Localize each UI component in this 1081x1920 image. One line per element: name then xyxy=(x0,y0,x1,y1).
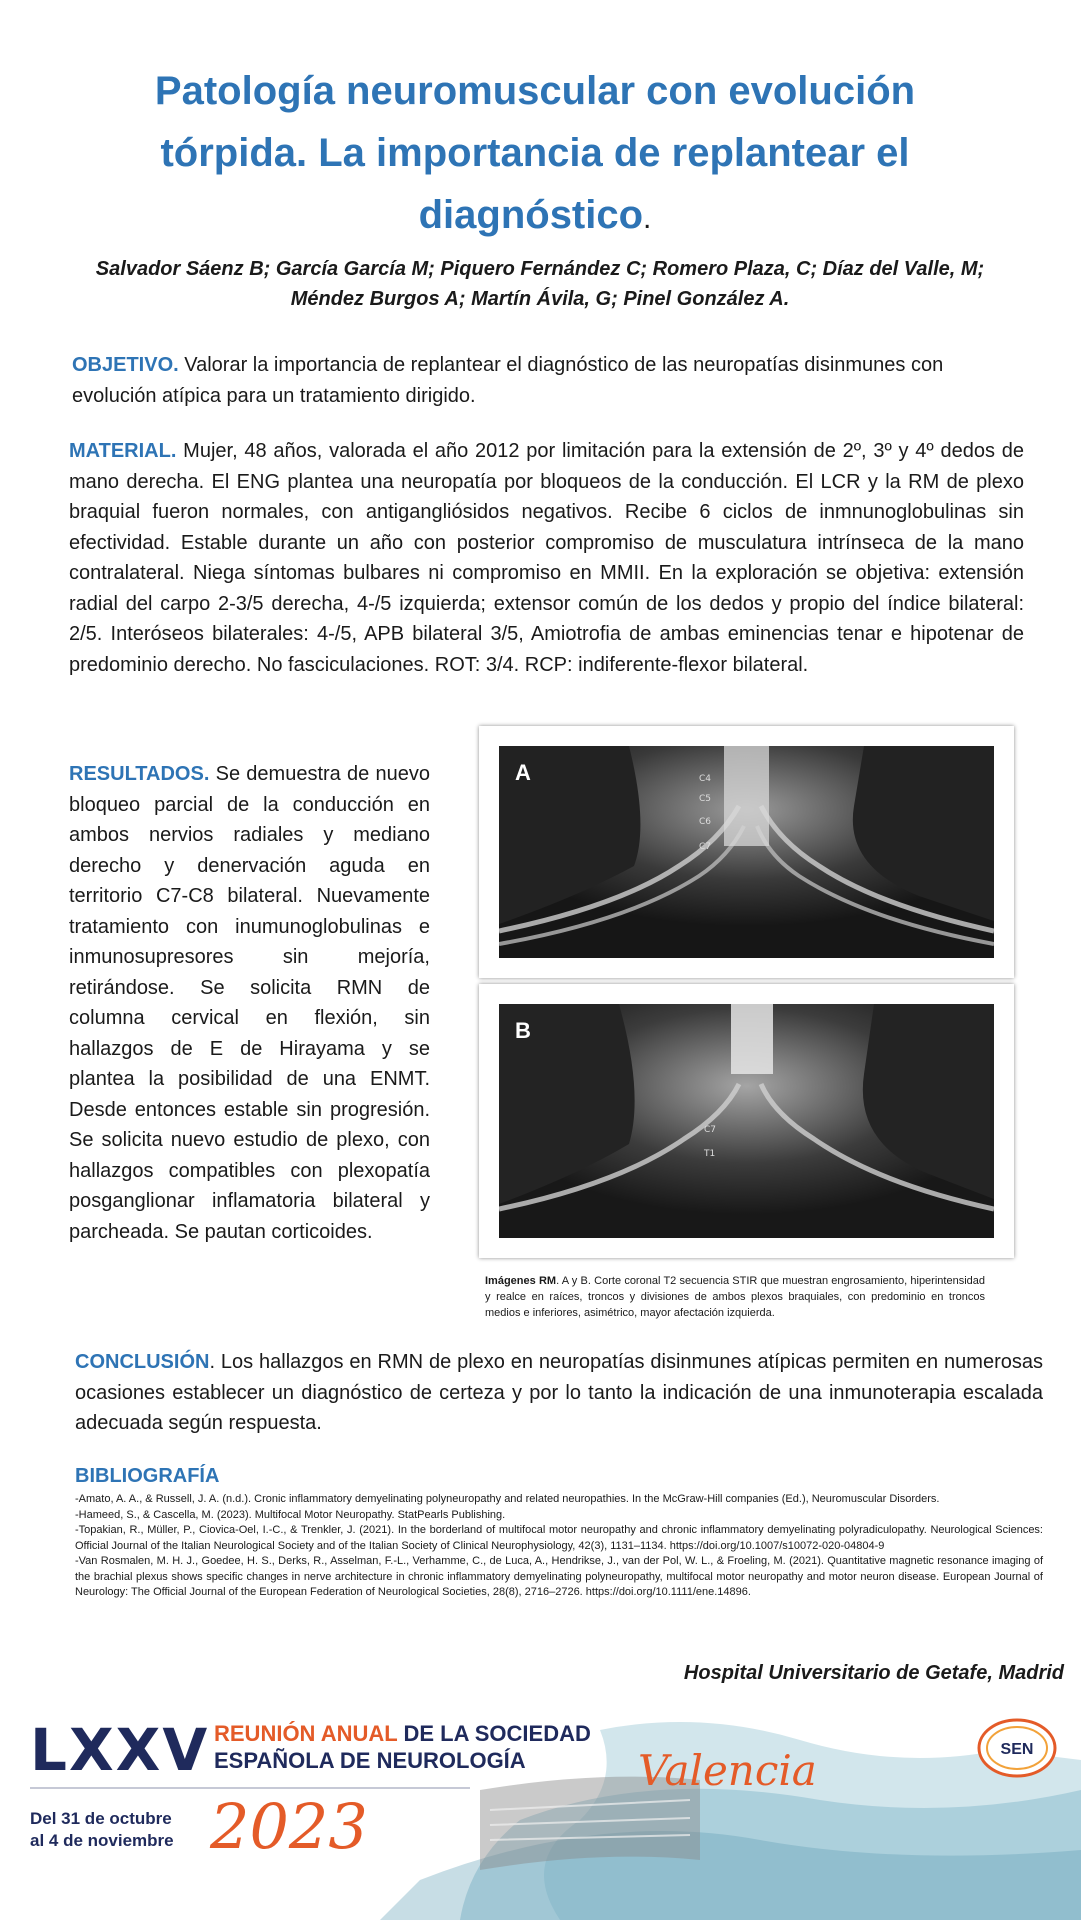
conclusion-section xyxy=(75,1347,1043,1439)
mri-figure-a xyxy=(479,726,1014,978)
level-label-b-1: C7 xyxy=(704,1125,717,1135)
reference-item: -Hameed, S., & Cascella, M. (2023). Multifocal Motor Neuropathy. StatPearls Publishing. xyxy=(75,1508,506,1521)
level-label-b-2: T1 xyxy=(704,1149,716,1159)
figure-letter-b: B xyxy=(515,1018,531,1043)
conclusion-text: . Los hallazgos en RMN de plexo en neuropatías disinmunes atípicas permiten en numerosas ocasiones establecer un diagnóstico de certeza y por lo tanto la indicación de una inmunoterapia escalada adecuada según respuesta. xyxy=(75,1351,1043,1434)
poster-title xyxy=(90,60,980,250)
authors-line-1: Salvador Sáenz B; García García M; Piquero Fernández C; Romero Plaza, C; Díaz del Valle, M; xyxy=(95,258,985,280)
footer-event-name xyxy=(214,1720,591,1774)
footer-event-line-1 xyxy=(214,1720,591,1747)
footer-event-highlight: REUNIÓN ANUAL xyxy=(214,1721,398,1746)
level-label-a-1: C4 xyxy=(699,774,712,784)
resultados-section xyxy=(69,759,430,1247)
footer-year: 2023 xyxy=(210,1790,368,1863)
footer-dates-line-1: Del 31 de octubre xyxy=(30,1809,172,1828)
objetivo-label: OBJETIVO. xyxy=(72,354,179,376)
title-line-3 xyxy=(90,184,980,250)
material-label: MATERIAL. xyxy=(69,440,177,462)
caption-label: Imágenes RM xyxy=(485,1275,557,1287)
title-line-1: Patología neuromuscular con evolución xyxy=(154,69,916,113)
mri-image-b xyxy=(499,1004,994,1238)
footer-dates xyxy=(30,1808,174,1852)
title-period: . xyxy=(643,202,652,235)
mri-figure-b xyxy=(479,984,1014,1258)
footer-roman-numeral: LXXV xyxy=(30,1716,210,1784)
mri-image-a xyxy=(499,746,994,958)
material-text: Mujer, 48 años, valorada el año 2012 por limitación para la extensión de 2º, 3º y 4º dedos de mano derecha. El ENG plantea una neuropatía por bloqueos de la conducción. El LCR y la RM de plexo braquial fueron normales, con antigangliósidos negativos. Recibe 6 ciclos de inmnunoglobulinas sin efectividad. Estable durante un año con posterior compromiso de musculatura intrínseca de la mano contralateral. Niega síntomas bulbares ni compromiso en MMII. En la exploración se objetiva: extensión radial del carpo 2-3/5 derecha, 4-/5 izquierda; extensor común de los dedos y propio del índice bilateral: 2/5. Interóseos bilaterales: 4-/5, APB bilateral 3/5, Amiotrofia de ambas eminencias tenar e hipotenar de predominio derecho. No fasciculaciones. ROT: 3/4. RCP: indiferente-flexor bilateral. xyxy=(69,440,1024,676)
authors xyxy=(40,254,1040,314)
hospital-name: Hospital Universitario de Getafe, Madrid xyxy=(683,1662,1064,1684)
objetivo-text: Valorar la importancia de replantear el diagnóstico de las neuropatías disinmunes con evolución atípica para un tratamiento dirigido. xyxy=(72,354,944,407)
caption-text: . A y B. Corte coronal T2 secuencia STIR que muestran engrosamiento, hiperintensidad y realce en raíces, troncos y divisiones de ambos plexos braquiales, con predominio en troncos medios e inferiores, asimétrico, mayor afectación izquierda. xyxy=(485,1275,985,1319)
figure-caption xyxy=(485,1273,985,1321)
conclusion-label: CONCLUSIÓN xyxy=(75,1351,210,1373)
reference-item: -Van Rosmalen, M. H. J., Goedee, H. S., Derks, R., Asselman, F.-L., Verhamme, C., de Luca, A., Hendrikse, J., van der Pol, W. L., & Froeling, M. (2021). Quantitative magnetic resonance imaging of the brachial plexus shows specific changes in nerve architecture in chronic inflammatory demyelinating polyneuropathy, multifocal motor neuropathy and motor neuron disease. European Journal of Neurology: The Official Journal of the European Federation of Neurological Societies, 28(8), 2716–2726. https://doi.org/10.1111/ene.14896. xyxy=(75,1555,1043,1598)
mri-drawing-a xyxy=(499,746,994,958)
mri-drawing-b xyxy=(499,1004,994,1238)
footer-dates-line-2: al 4 de noviembre xyxy=(30,1831,174,1850)
objetivo-section xyxy=(72,350,1022,411)
level-label-a-2: C5 xyxy=(699,794,712,804)
reference-item: -Topakian, R., Müller, P., Ciovica-Oel, I.-C., & Trenkler, J. (2021). In the borderland of multifocal motor neuropathy and chronic inflammatory demyelinating polyradiculopathy. Neurological Sciences: Official Journal of the Italian Neurological Society and of the Italian Society of Clinical Neurophysiology, 42(3), 1131–1134. https://doi.org/10.1007/s10072-020-04804-9 xyxy=(75,1524,1043,1552)
level-label-a-4: C7 xyxy=(699,842,712,852)
material-section xyxy=(69,436,1024,680)
bibliografia-title: BIBLIOGRAFÍA xyxy=(75,1465,220,1487)
figure-letter-a: A xyxy=(515,760,531,785)
footer-event-line-2: ESPAÑOLA DE NEUROLOGÍA xyxy=(214,1748,526,1773)
resultados-text: Se demuestra de nuevo bloqueo parcial de la conducción en ambos nervios radiales y mediano derecho y denervación aguda en territorio C7-C8 bilateral. Nuevamente tratamiento con inumunoglobulinas e inmunosupresores sin mejoría, retirándose. Se solicita RMN de columna cervical en flexión, sin hallazgos de E de Hirayama y se plantea la posibilidad de una ENMT. Desde entonces estable sin progresión. Se solicita nuevo estudio de plexo, con hallazgos compatibles con plexopatía posganglionar inflamatoria bilateral y parcheada. Se pautan corticoides. xyxy=(69,763,430,1243)
authors-line-2: Méndez Burgos A; Martín Ávila, G; Pinel González A. xyxy=(290,288,790,310)
resultados-label: RESULTADOS. xyxy=(69,763,210,785)
reference-item: -Amato, A. A., & Russell, J. A. (n.d.). Cronic inflammatory demyelinating polyneuropathy and related neuropathies. In the McGraw-Hill companies (Ed.), Neuromuscular Disorders. xyxy=(75,1493,940,1505)
footer-event-rest: DE LA SOCIEDAD xyxy=(397,1721,591,1746)
level-label-a-3: C6 xyxy=(699,817,712,827)
title-line-3-text: diagnóstico xyxy=(418,193,644,237)
title-line-2: tórpida. La importancia de replantear el xyxy=(160,131,910,175)
sen-logo-icon xyxy=(975,1716,1059,1784)
footer-city: Valencia xyxy=(638,1746,817,1795)
bibliografia-list xyxy=(75,1492,1043,1601)
sen-logo-text: SEN xyxy=(1000,1741,1034,1758)
